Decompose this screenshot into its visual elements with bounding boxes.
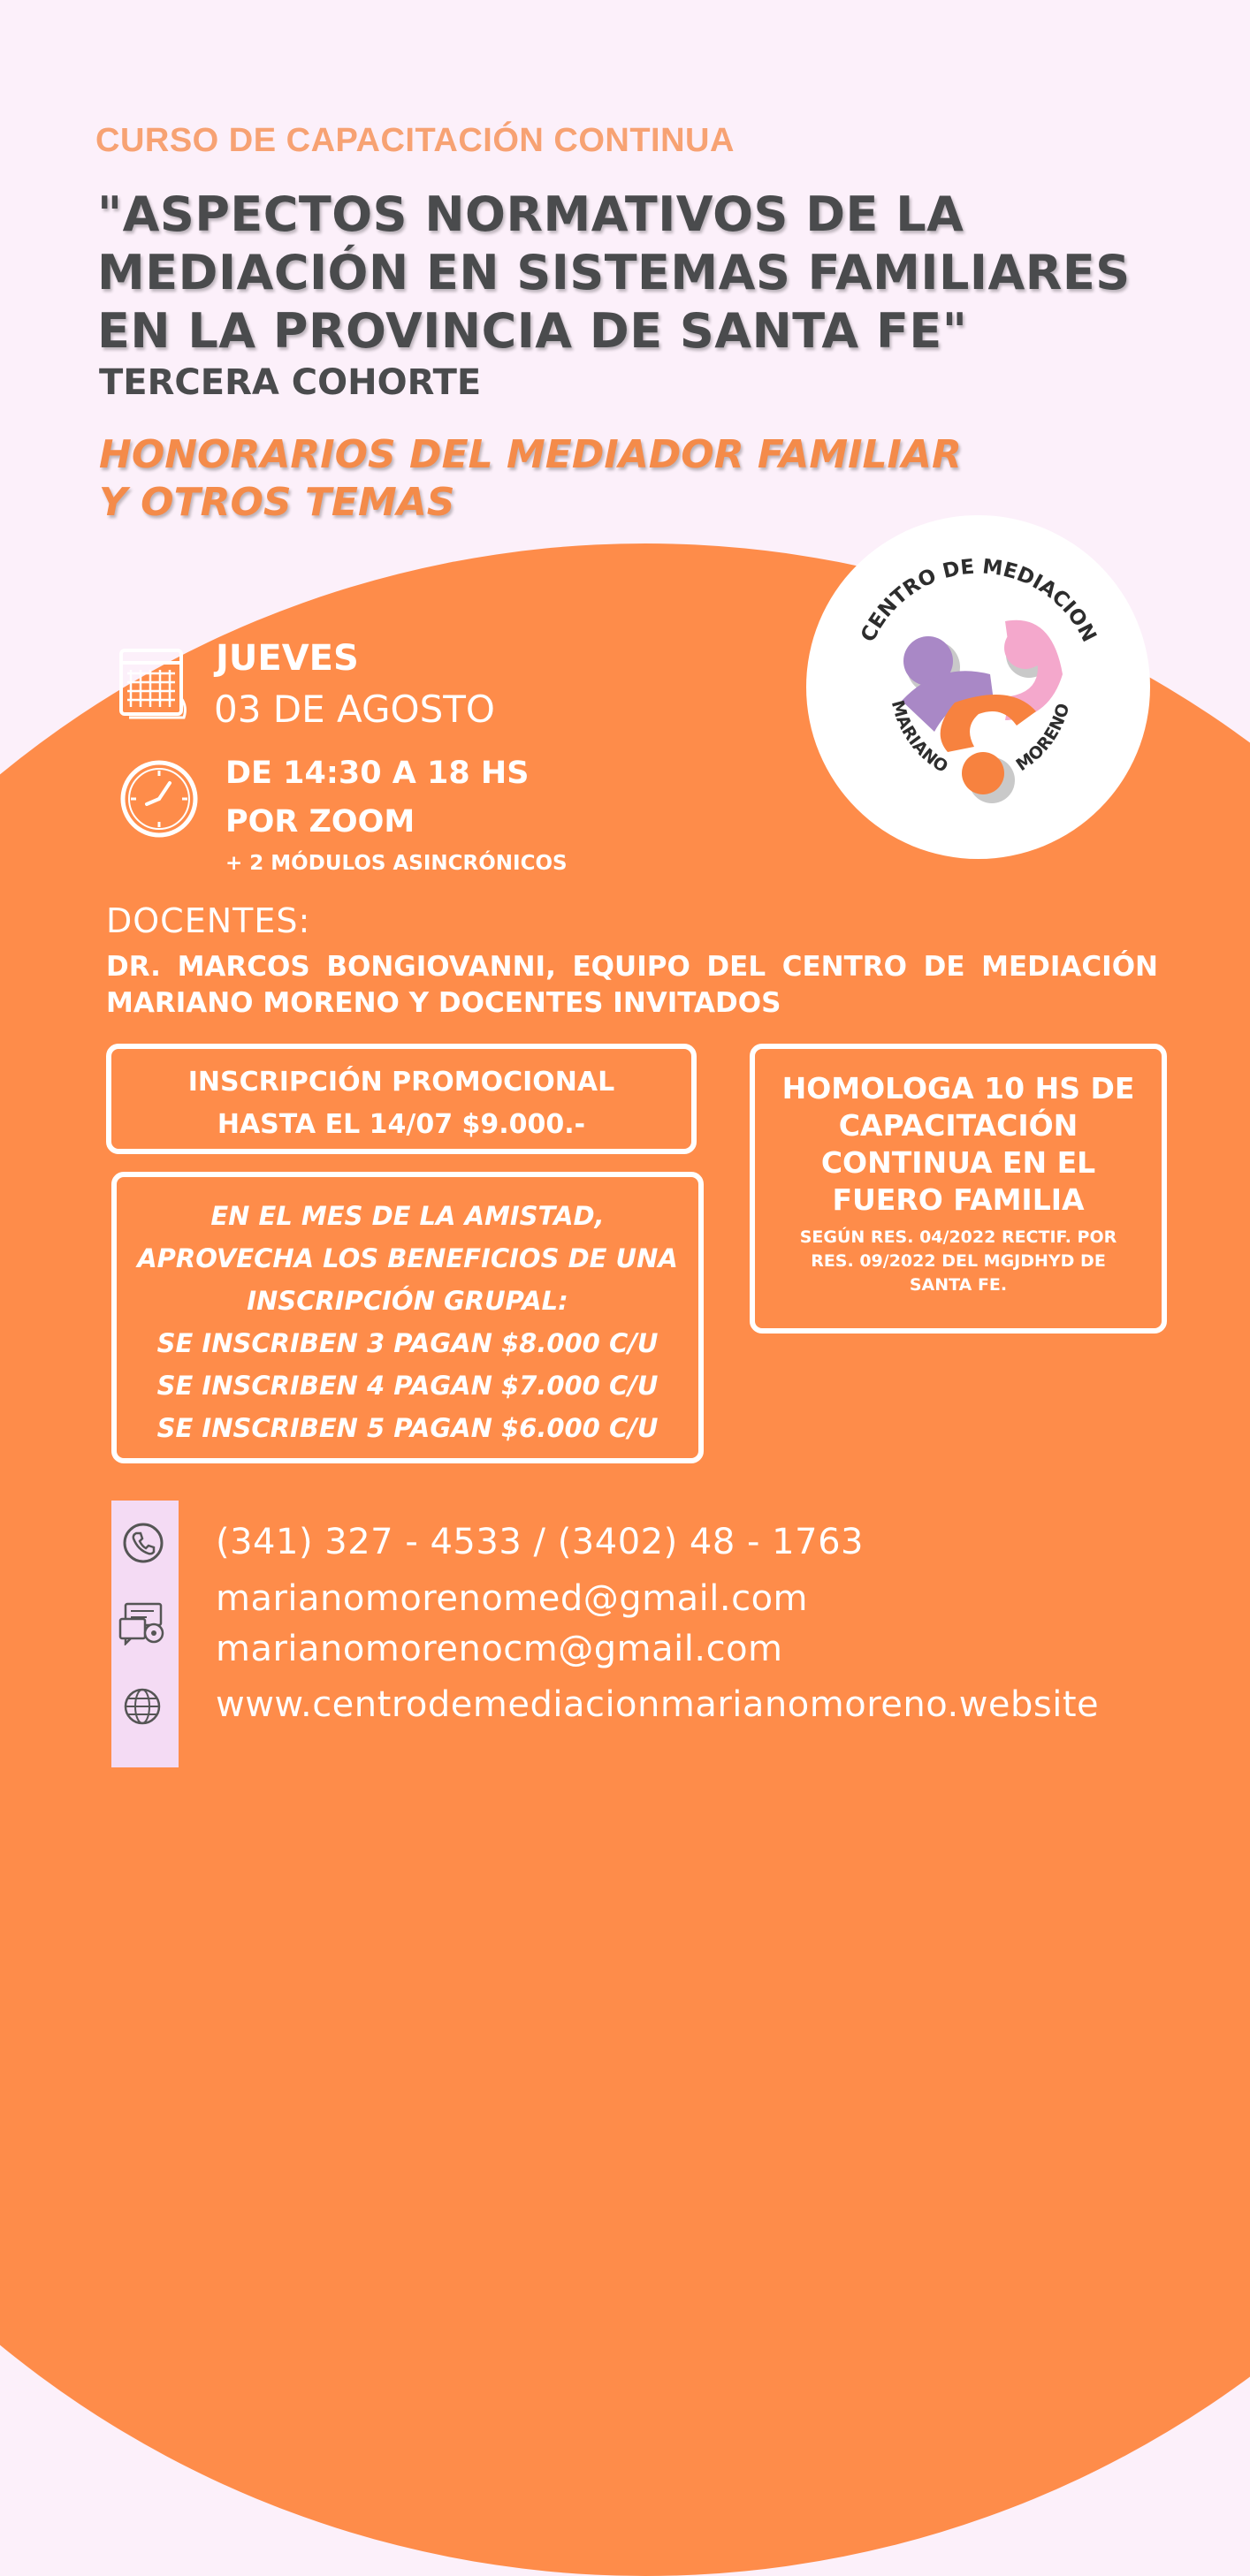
event-time: DE 14:30 A 18 HS bbox=[225, 756, 530, 791]
homologation-note-line: SANTA FE. bbox=[909, 1275, 1008, 1295]
clock-icon bbox=[118, 758, 200, 840]
course-subtitle bbox=[99, 431, 962, 527]
teachers-text: DR. MARCOS BONGIOVANNI, EQUIPO DEL CENTRO DE MEDIACIÓN MARIANO MORENO Y DOCENTES INVITADOS bbox=[106, 951, 1158, 1019]
homologation-heading-line: CONTINUA EN EL bbox=[820, 1145, 1096, 1180]
logo-left-text: MARIANO bbox=[887, 698, 952, 778]
group-offer-line: APROVECHA LOS BENEFICIOS DE UNA bbox=[137, 1243, 678, 1273]
homologation-heading-line: HOMOLOGA 10 HS DE bbox=[781, 1071, 1135, 1106]
svg-text:CENTRO DE MEDIACION bbox=[857, 555, 1101, 645]
homologation-note-line: SEGÚN RES. 04/2022 RECTIF. POR bbox=[799, 1227, 1117, 1247]
course-title-line: EN LA PROVINCIA DE SANTA FE" bbox=[97, 303, 968, 359]
group-offer-line: SE INSCRIBEN 3 PAGAN $8.000 C/U bbox=[156, 1328, 659, 1358]
promo-box bbox=[106, 1044, 697, 1154]
contact-phone[interactable]: (341) 327 - 4533 / (3402) 48 - 1763 bbox=[216, 1522, 864, 1562]
group-offer-box bbox=[111, 1172, 704, 1463]
globe-icon bbox=[122, 1686, 163, 1727]
group-offer-line: EN EL MES DE LA AMISTAD, bbox=[210, 1201, 605, 1231]
group-offer-line: SE INSCRIBEN 5 PAGAN $6.000 C/U bbox=[156, 1413, 659, 1443]
group-offer-line: INSCRIPCIÓN GRUPAL: bbox=[247, 1286, 568, 1316]
cohort-label: TERCERA COHORTE bbox=[99, 362, 482, 403]
contact-email-1[interactable]: marianomorenomed@gmail.com bbox=[216, 1578, 809, 1619]
logo-right-text: MORENO bbox=[1012, 701, 1074, 776]
homologation-heading-line: FUERO FAMILIA bbox=[832, 1182, 1085, 1217]
calendar-icon bbox=[118, 645, 189, 721]
promo-line: HASTA EL 14/07 $9.000.- bbox=[217, 1109, 586, 1140]
homologation-heading-line: CAPACITACIÓN bbox=[838, 1108, 1079, 1143]
teachers-label: DOCENTES: bbox=[106, 901, 311, 940]
contact-email-2[interactable]: marianomorenocm@gmail.com bbox=[216, 1629, 783, 1669]
center-logo bbox=[806, 515, 1150, 859]
event-day: JUEVES bbox=[216, 638, 359, 679]
logo-arc-text: CENTRO DE MEDIACION bbox=[857, 555, 1101, 646]
message-icon bbox=[118, 1601, 168, 1645]
course-title-line: "ASPECTOS NORMATIVOS DE LA bbox=[97, 186, 964, 242]
promo-line: INSCRIPCIÓN PROMOCIONAL bbox=[187, 1067, 615, 1098]
group-offer-line: SE INSCRIBEN 4 PAGAN $7.000 C/U bbox=[156, 1371, 659, 1401]
event-date: 03 DE AGOSTO bbox=[214, 688, 495, 731]
course-subtitle-line: HONORARIOS DEL MEDIADOR FAMILIAR bbox=[99, 432, 962, 477]
phone-icon bbox=[122, 1522, 164, 1564]
logo-badge bbox=[806, 515, 1150, 859]
event-extra-modules: + 2 MÓDULOS ASINCRÓNICOS bbox=[225, 852, 568, 875]
event-platform: POR ZOOM bbox=[225, 804, 415, 840]
course-title bbox=[97, 186, 1131, 361]
homologation-box bbox=[750, 1044, 1167, 1334]
homologation-note-line: RES. 09/2022 DEL MGJDHYD DE bbox=[811, 1251, 1106, 1271]
contact-website[interactable]: www.centrodemediacionmarianomoreno.website bbox=[216, 1684, 1100, 1725]
course-kicker: CURSO DE CAPACITACIÓN CONTINUA bbox=[95, 122, 735, 159]
course-title-line: MEDIACIÓN EN SISTEMAS FAMILIARES bbox=[97, 245, 1131, 300]
course-subtitle-line: Y OTROS TEMAS bbox=[99, 480, 455, 525]
